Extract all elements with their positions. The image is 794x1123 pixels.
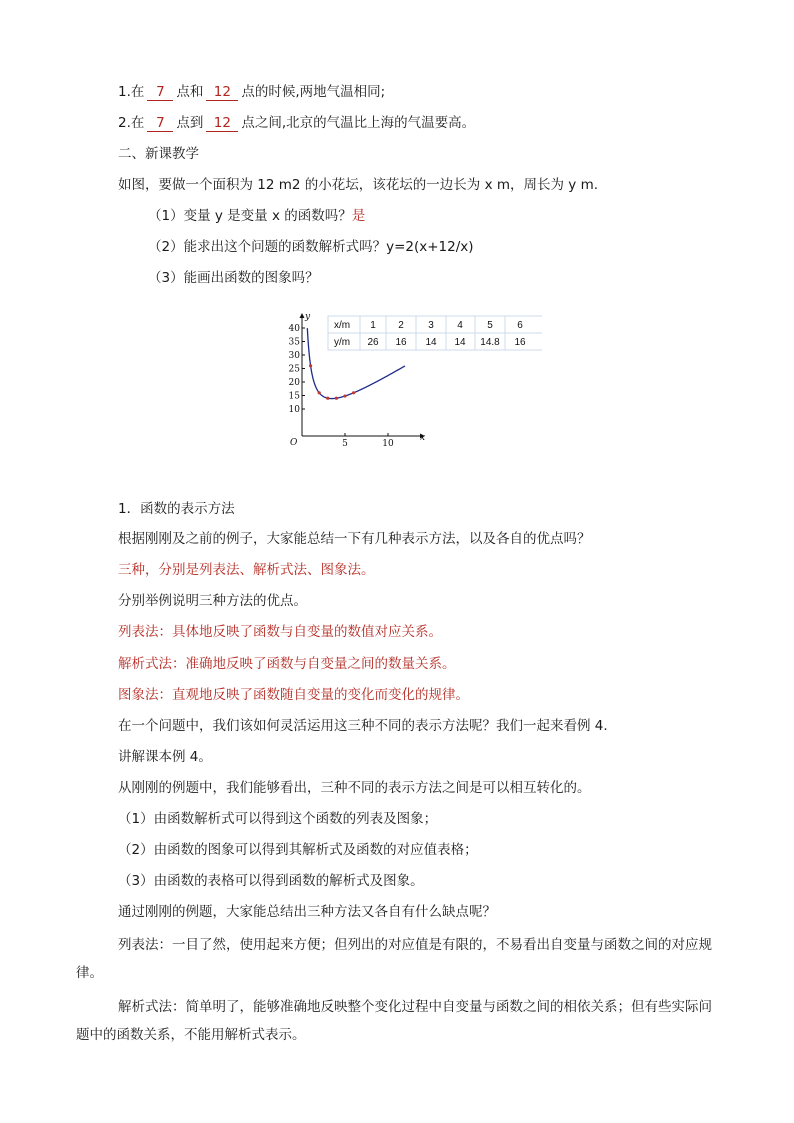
question-3: （3）能画出函数的图象吗？ (148, 270, 319, 286)
table-x-cell: 6 (517, 320, 523, 331)
table-label-y: y/m (334, 337, 351, 348)
table-y-cell: 14 (425, 337, 437, 348)
table-x-cell: 5 (487, 320, 493, 331)
table-label-x: x/m (334, 320, 351, 331)
paragraph-formula-method-drawback: 解析式法：简单明了，能够准确地反映整个变化过程中自变量与函数之间的相依关系；但有些实际问题中的函数关系，不能用解析式表示。 (76, 999, 712, 1043)
paragraph: 根据刚刚及之前的例子，大家能总结一下有几种表示方法，以及各自的优点吗？ (118, 531, 591, 547)
y-axis-label: y (305, 312, 311, 322)
heading-methods: 1．函数的表示方法 (118, 501, 235, 517)
function-graph (282, 310, 542, 456)
y-tick-label: 40 (288, 324, 300, 334)
list-item: （1）由函数解析式可以得到这个函数的列表及图象； (118, 811, 438, 827)
table-x-cell: 2 (398, 320, 404, 331)
x-tick-label: 5 (342, 439, 348, 449)
origin-label: O (290, 438, 298, 448)
x-axis-label: x (420, 433, 426, 443)
intro-text: 如图，要做一个面积为 12 m2 的小花坛，该花坛的一边长为 x m，周长为 y m. (118, 177, 599, 193)
data-point (326, 397, 329, 400)
y-tick-label: 35 (288, 337, 300, 348)
review-item-2: 2.在 7 点到 12 点之间,北京的气温比上海的气温要高。 (118, 115, 476, 131)
answer-paragraph: 三种，分别是列表法、解析式法、图象法。 (118, 562, 375, 578)
question-1: （1）变量 y 是变量 x 的函数吗？是 (148, 208, 366, 224)
paragraph-list-method-drawback: 列表法：一目了然，使用起来方便；但列出的对应值是有限的，不易看出自变量与函数之间的对应规律。 (76, 937, 712, 981)
blank-1: 7 (147, 84, 173, 101)
y-tick-label: 15 (288, 391, 300, 402)
y-tick-label: 10 (288, 405, 300, 415)
section-title: 二、新课教学 (118, 146, 199, 162)
answer-formula-method: 解析式法：准确地反映了函数与自变量之间的数量关系。 (118, 656, 456, 672)
review-item-1: 1.在 7 点和 12 点的时候,两地气温相同; (118, 84, 386, 100)
table-x-cell: 3 (428, 320, 434, 331)
blank-3: 7 (147, 115, 173, 132)
table-y-cell: 26 (367, 337, 379, 348)
list-item: （2）由函数的图象可以得到其解析式及函数的对应值表格； (118, 842, 478, 858)
y-tick-label: 30 (288, 351, 300, 361)
question-2: （2）能求出这个问题的函数解析式吗？y=2(x+12/x) (148, 239, 474, 255)
table-y-cell: 14.8 (480, 337, 500, 348)
paragraph: 通过刚刚的例题，大家能总结出三种方法又各自有什么缺点呢？ (118, 904, 496, 920)
paragraph: 讲解课本例 4。 (118, 749, 212, 765)
list-item: （3）由函数的表格可以得到函数的解析式及图象。 (118, 873, 424, 889)
y-tick-label: 25 (288, 364, 300, 375)
paragraph: 在一个问题中，我们该如何灵活运用这三种不同的表示方法呢？我们一起来看例 4. (118, 718, 608, 734)
table-x-cell: 1 (370, 320, 376, 331)
data-point (343, 394, 346, 397)
paragraph: 从刚刚的例题中，我们能够看出，三种不同的表示方法之间是可以相互转化的。 (118, 780, 591, 796)
data-point (352, 391, 355, 394)
paragraph: 分别举例说明三种方法的优点。 (118, 593, 307, 609)
data-point (309, 364, 312, 367)
table-y-cell: 14 (454, 337, 466, 348)
table-x-cell: 4 (457, 320, 463, 331)
table-y-cell: 16 (395, 337, 407, 348)
blank-4: 12 (206, 115, 238, 132)
answer-2: y=2(x+12/x) (386, 239, 474, 255)
answer-list-method: 列表法：具体地反映了函数与自变量的数值对应关系。 (118, 624, 442, 640)
table-y-cell: 16 (514, 337, 526, 348)
y-tick-label: 20 (288, 378, 300, 388)
x-tick-label: 10 (382, 439, 394, 449)
y-axis-arrow (300, 313, 305, 318)
data-point (335, 397, 338, 400)
data-point (318, 391, 321, 394)
function-curve (307, 328, 405, 398)
answer-1: 是 (351, 208, 366, 224)
blank-2: 12 (206, 84, 238, 101)
answer-graph-method: 图象法：直观地反映了函数随自变量的变化而变化的规律。 (118, 687, 469, 703)
value-table (328, 316, 542, 350)
